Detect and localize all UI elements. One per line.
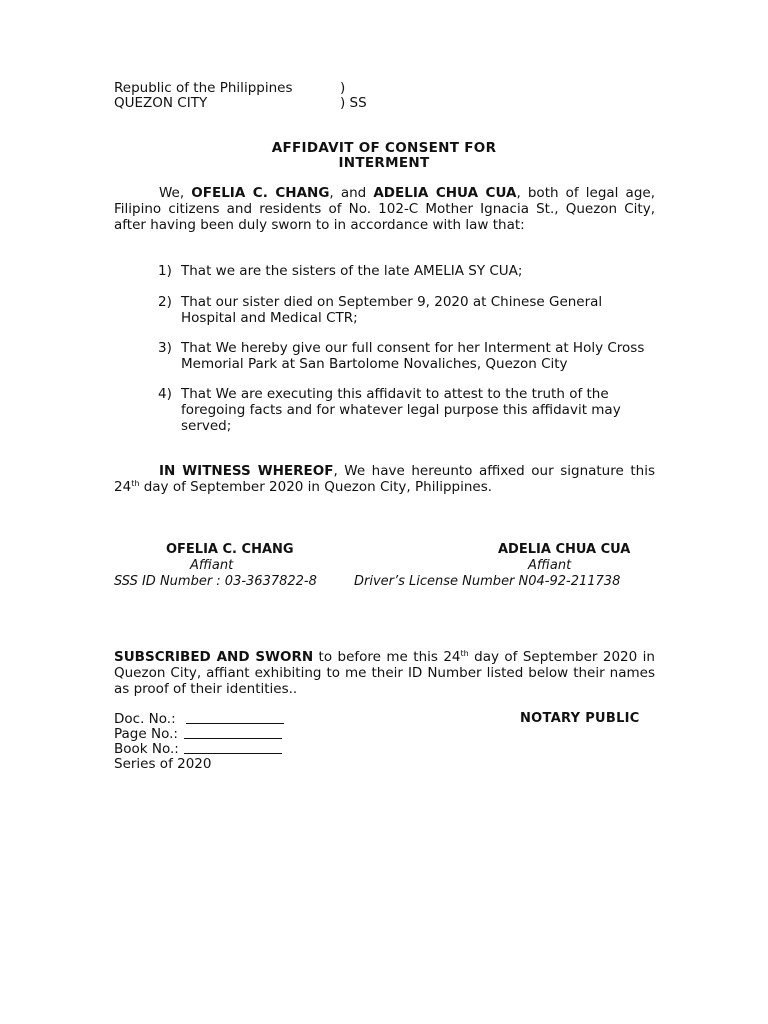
title-line-1: AFFIDAVIT OF CONSENT FOR: [271, 140, 497, 156]
item-number: 1): [158, 263, 172, 279]
affiant-2-name: ADELIA CHUA CUA: [373, 185, 517, 201]
item-text: That we are the sisters of the late AMELIA SY CUA;: [181, 263, 523, 279]
jurat-text: to before me this 24: [313, 649, 461, 665]
page-no-line: [114, 726, 282, 742]
signatory-1-id: SSS ID Number : 03-3637822-8: [114, 574, 317, 589]
witness-lead: IN WITNESS WHEREOF: [159, 463, 334, 479]
book-no-line: [114, 741, 282, 757]
list-item: [158, 295, 656, 327]
intro-paragraph: [114, 186, 655, 233]
signatory-2-role: Affiant: [528, 558, 572, 573]
signatory-2-id: Driver’s License Number N04-92-211738: [354, 574, 621, 589]
doc-no-blank: [186, 712, 284, 724]
item-number: 3): [158, 340, 172, 356]
venue-line-2: [114, 95, 367, 111]
doc-no-label: Doc. No.:: [114, 711, 176, 727]
page-no-blank: [184, 727, 282, 739]
venue-country: Republic of the Philippines: [114, 80, 293, 96]
list-item: [158, 264, 656, 280]
book-no-blank: [184, 742, 282, 754]
affiant-1-name: OFELIA C. CHANG: [191, 185, 330, 201]
witness-paragraph: [114, 464, 655, 496]
jurat-lead: SUBSCRIBED AND SWORN: [114, 649, 314, 665]
signatory-1-role: Affiant: [190, 558, 234, 573]
document-title: [114, 141, 654, 171]
series-line: Series of 2020: [114, 756, 212, 772]
item-text: That We hereby give our full consent for her Interment at Holy Cross Memorial Park at San Bartolome Novaliches, Quezon City: [181, 340, 645, 372]
book-no-label: Book No.:: [114, 741, 179, 757]
list-item: [158, 341, 656, 373]
venue-city: QUEZON CITY: [114, 95, 208, 111]
item-number: 2): [158, 294, 172, 310]
item-text: That our sister died on September 9, 2020 at Chinese General Hospital and Medical CTR;: [181, 294, 603, 326]
intro-rest: , both of legal age, Filipino citizens and residents of No. 102-C Mother Ignacia St., Quezon City, after having been duly sworn to in accordance with law that:: [114, 185, 655, 233]
venue-line-1: [114, 80, 346, 96]
intro-we: We,: [159, 185, 192, 201]
ordinal-suffix: th: [460, 649, 469, 658]
page-no-label: Page No.:: [114, 726, 178, 742]
intro-and: , and: [329, 185, 374, 201]
signatory-2-name: ADELIA CHUA CUA: [498, 542, 631, 557]
venue-paren-1: ): [340, 80, 346, 96]
signatory-1-name: OFELIA C. CHANG: [166, 542, 294, 557]
notary-public-label: NOTARY PUBLIC: [520, 711, 640, 726]
item-text: That We are executing this affidavit to attest to the truth of the foregoing facts and for whatever legal purpose this affidavit may served;: [181, 386, 621, 434]
doc-no-line: [114, 711, 284, 727]
venue-paren-2: ) SS: [340, 95, 367, 111]
title-line-2: INTERMENT: [338, 155, 430, 171]
jurat-paragraph: [114, 650, 655, 697]
jurat-text-2: day of September 2020 in Quezon City, affiant exhibiting to me their ID Number listed below their names as proof of their identities..: [114, 649, 655, 697]
item-number: 4): [158, 386, 172, 402]
witness-text: , We have hereunto affixed our signature this 24: [114, 463, 655, 495]
witness-text-2: day of September 2020 in Quezon City, Philippines.: [139, 478, 493, 495]
list-item: [158, 387, 656, 434]
ordinal-suffix: th: [131, 478, 140, 488]
